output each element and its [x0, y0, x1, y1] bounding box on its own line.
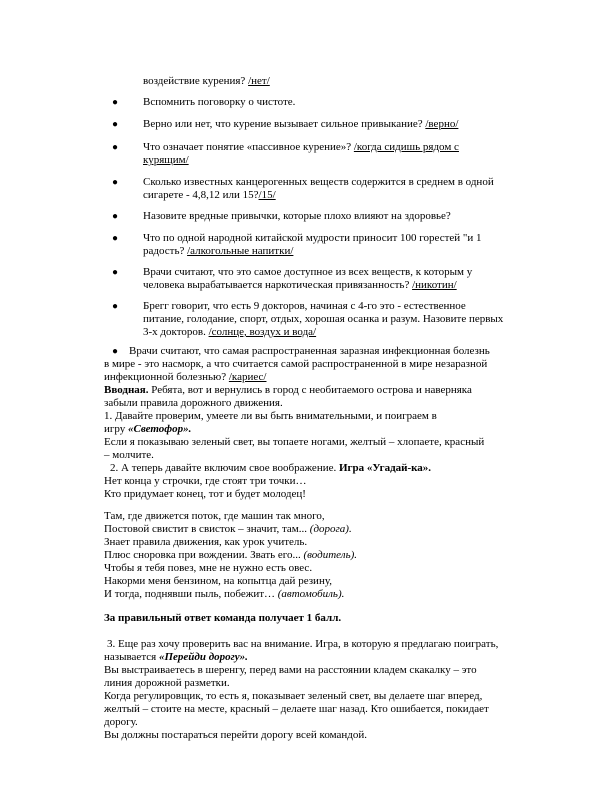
list-item: Вспомнить поговорку о чистоте.: [143, 96, 296, 108]
bullet-icon: ●: [112, 97, 119, 108]
bullet-icon: ●: [112, 233, 119, 244]
list-item: Сколько известных канцерогенных веществ содержится в среднем в одной: [143, 176, 494, 188]
answer: /никотин/: [412, 279, 457, 291]
intro-paragraph-line: забыли правила дорожного движения.: [104, 397, 283, 409]
answer: /кариес/: [228, 371, 267, 383]
answer: /верно/: [425, 118, 459, 130]
riddle-answer: (дорога).: [309, 523, 352, 535]
game1-line: – молчите.: [104, 449, 154, 461]
game3-line: называется «Перейди дорогу».: [104, 651, 248, 663]
riddle-line: Накорми меня бензином, на копытца дай резину,: [104, 575, 332, 587]
list-item-continuation: питание, голодание, спорт, отдых, хорошая осанка и разум. Назовите первых: [143, 313, 504, 325]
game2-line: Нет конца у строчки, где стоят три точки…: [104, 475, 307, 487]
answer: /15/: [258, 189, 276, 201]
list-item: Верно или нет, что курение вызывает сильное привыкание? /верно/: [143, 118, 459, 130]
game3-line: 3. Еще раз хочу проверить вас на внимание. Игра, в которую я предлагаю поиграть,: [107, 638, 499, 650]
bullet-icon: ●: [112, 142, 119, 153]
game-name: Игра «Угадай-ка».: [338, 462, 432, 474]
list-item-continuation: человека вырабатывается наркотическая привязанность? /никотин/: [143, 279, 457, 291]
game3-line: линия дорожной разметки.: [104, 677, 230, 689]
game2-line: 2. А теперь давайте включим свое воображение. Игра «Угадай-ка».: [110, 462, 432, 474]
riddle-line: Чтобы я тебя повез, мне не нужно есть овес.: [104, 562, 313, 574]
question-line: Врачи считают, что самая распространенная заразная инфекционная болезнь: [129, 345, 490, 357]
question-line: в мире - это насморк, а что считается самой распространенной в мире незаразной: [104, 358, 488, 370]
answer: /алкогольные напитки/: [187, 245, 294, 257]
game3-line: Вы выстраиваетесь в шеренгу, перед вами на расстоянии кладем скакалку – это: [104, 664, 477, 676]
answer: /солнце, воздух и вода/: [208, 326, 317, 338]
bullet-icon: ●: [112, 119, 119, 130]
game3-line: дорогу.: [104, 716, 138, 728]
list-item: Брегг говорит, что есть 9 докторов, начиная с 4-го это - естественное: [143, 300, 466, 312]
riddle-line: И тогда, поднявши пыль, побежит… (автомобиль).: [104, 588, 345, 600]
list-item-continuation: сигарете - 4,8,12 или 15?/15/: [143, 189, 276, 201]
game-name: «Светофор».: [128, 423, 192, 435]
score-note: За правильный ответ команда получает 1 балл.: [104, 612, 342, 624]
list-item-continuation: 3-х докторов. /солнце, воздух и вода/: [143, 326, 317, 338]
game2-line: Кто придумает конец, тот и будет молодец!: [104, 488, 306, 500]
bullet-icon: ●: [112, 267, 119, 278]
question-line: инфекционной болезнью? /кариес/: [104, 371, 267, 383]
riddle-answer: (автомобиль).: [277, 588, 345, 600]
bullet-icon: ●: [112, 177, 119, 188]
riddle-line: Постовой свистит в свисток – значит, там... (дорога).: [104, 523, 352, 535]
intro-paragraph: Вводная. Ребята, вот и вернулись в город с необитаемого острова и наверняка: [104, 384, 472, 396]
riddle-line: Знает правила движения, как урок учитель.: [104, 536, 308, 548]
riddle-answer: (водитель).: [303, 549, 357, 561]
list-item: Назовите вредные привычки, которые плохо влияют на здоровье?: [143, 210, 451, 222]
game1-line: 1. Давайте проверим, умеете ли вы быть внимательными, и поиграем в: [104, 410, 437, 422]
list-item: Что означает понятие «пассивное курение»? /когда сидишь рядом с: [143, 141, 459, 153]
riddle-line: Там, где движется поток, где машин так много,: [104, 510, 325, 522]
game3-line: Когда регулировщик, то есть я, показывает зеленый свет, вы делаете шаг вперед,: [104, 690, 483, 702]
game-name: «Перейди дорогу».: [158, 651, 248, 663]
bullet-icon: ●: [112, 346, 119, 357]
game3-line: Вы должны постараться перейти дорогу всей командой.: [104, 729, 367, 741]
answer: /когда сидишь рядом с: [353, 141, 459, 153]
list-item: Что по одной народной китайской мудрости приносит 100 горестей "и 1: [143, 232, 482, 244]
list-item-continuation: [143, 154, 189, 167]
bullet-icon: ●: [112, 211, 119, 222]
riddle-line: Плюс сноровка при вождении. Звать его... (водитель).: [104, 549, 357, 561]
list-item-continuation: радость? /алкогольные напитки/: [143, 245, 294, 257]
answer: курящим/: [143, 154, 189, 166]
list-item: Врачи считают, что это самое доступное из всех веществ, к которым у: [143, 266, 473, 278]
game1-line: игру «Светофор».: [104, 423, 192, 435]
game1-line: Если я показываю зеленый свет, вы топаете ногами, желтый – хлопаете, красный: [104, 436, 485, 448]
answer: /нет/: [248, 75, 270, 87]
game3-line: желтый – стоите на месте, красный – делаете шаг назад. Кто ошибается, покидает: [104, 703, 489, 715]
list-item: воздействие курения? /нет/: [143, 75, 270, 87]
bullet-icon: ●: [112, 301, 119, 312]
intro-label: Вводная.: [104, 384, 149, 396]
